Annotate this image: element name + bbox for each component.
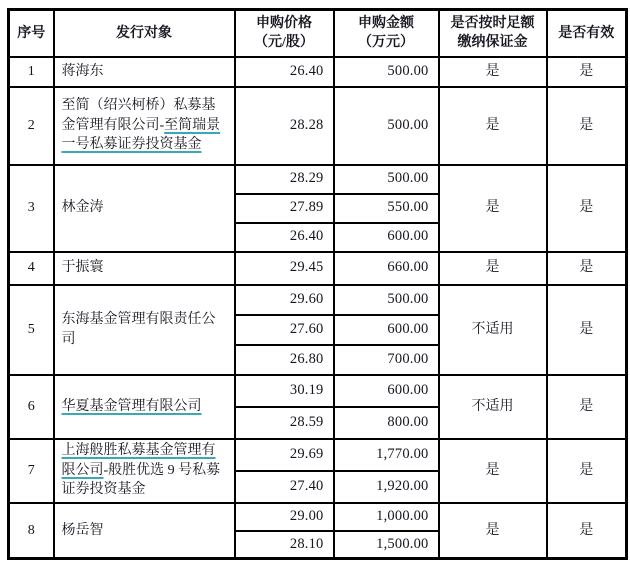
header-issuance-target: 发行对象 <box>54 10 235 57</box>
header-serial: 序号 <box>9 10 54 57</box>
cell-valid: 是 <box>547 87 627 165</box>
header-subscription-amount: 申购金额 （万元） <box>334 10 439 57</box>
cell-issuer-name <box>54 57 235 87</box>
cell-amount: 800.00 <box>334 407 439 439</box>
cell-amount: 600.00 <box>334 315 439 345</box>
cell-price: 29.60 <box>235 285 334 315</box>
issuer-fund-underlined-text: 至简瑞景一号私募证券投资基金 <box>61 117 221 153</box>
cell-deposit: 不适用 <box>439 285 547 375</box>
issuer-name-text: 至简（绍兴柯桥）私募基金管理有限公司- <box>61 98 216 133</box>
table-row <box>9 57 627 87</box>
cell-issuer-name <box>54 285 235 375</box>
cell-issuer-name <box>54 165 235 252</box>
cell-serial: 5 <box>9 285 54 375</box>
cell-amount: 1,500.00 <box>334 531 439 559</box>
issuer-name-underlined-text: 华夏基金管理有限公司 <box>61 398 202 414</box>
cell-price: 26.40 <box>235 57 334 87</box>
cell-issuer-name <box>54 252 235 285</box>
cell-deposit: 是 <box>439 57 547 87</box>
issuer-name-text: 东海基金管理有限责任公司 <box>61 312 216 347</box>
issuer-name-text: 蒋海东 <box>61 63 104 79</box>
cell-price: 29.69 <box>235 439 334 471</box>
cell-price: 26.80 <box>235 345 334 375</box>
cell-amount: 500.00 <box>334 57 439 87</box>
cell-serial: 4 <box>9 252 54 285</box>
cell-amount: 660.00 <box>334 252 439 285</box>
cell-amount: 600.00 <box>334 375 439 407</box>
cell-valid: 是 <box>547 57 627 87</box>
cell-serial: 1 <box>9 57 54 87</box>
cell-price: 27.89 <box>235 194 334 223</box>
cell-deposit: 是 <box>439 439 547 503</box>
cell-valid: 是 <box>547 503 627 559</box>
cell-issuer-name <box>54 439 235 503</box>
issuer-name-text: 杨岳智 <box>61 522 104 538</box>
header-subscription-price: 申购价格 （元/股） <box>235 10 334 57</box>
table-row <box>9 87 627 165</box>
cell-price: 30.19 <box>235 375 334 407</box>
cell-valid: 是 <box>547 285 627 375</box>
header-deposit-paid: 是否按时足额 缴纳保证金 <box>439 10 547 57</box>
cell-price: 28.59 <box>235 407 334 439</box>
cell-amount: 500.00 <box>334 87 439 165</box>
issuer-name-underlined-text: 上海般胜私募基金管理有限公司 <box>61 443 216 478</box>
subscription-results-table <box>7 8 628 560</box>
cell-valid: 是 <box>547 165 627 252</box>
cell-amount: 700.00 <box>334 345 439 375</box>
table-row <box>9 375 627 407</box>
cell-amount: 500.00 <box>334 165 439 194</box>
cell-amount: 500.00 <box>334 285 439 315</box>
cell-price: 29.45 <box>235 252 334 285</box>
header-valid: 是否有效 <box>547 10 627 57</box>
cell-amount: 550.00 <box>334 194 439 223</box>
cell-price: 27.60 <box>235 315 334 345</box>
cell-valid: 是 <box>547 439 627 503</box>
cell-price: 28.28 <box>235 87 334 165</box>
cell-deposit: 是 <box>439 252 547 285</box>
cell-issuer-name <box>54 503 235 559</box>
table-row <box>9 503 627 531</box>
cell-amount: 600.00 <box>334 223 439 252</box>
issuer-fund-text: -般胜优选 9 号私募证券投资基金 <box>61 462 221 498</box>
table-row <box>9 285 627 315</box>
cell-serial: 7 <box>9 439 54 503</box>
table-row <box>9 252 627 285</box>
table-header-row <box>9 10 627 57</box>
cell-price: 29.00 <box>235 503 334 531</box>
cell-deposit: 是 <box>439 165 547 252</box>
cell-amount: 1,920.00 <box>334 471 439 503</box>
cell-serial: 6 <box>9 375 54 439</box>
cell-deposit: 是 <box>439 503 547 559</box>
table-row <box>9 439 627 471</box>
table-row <box>9 165 627 194</box>
cell-price: 28.10 <box>235 531 334 559</box>
cell-valid: 是 <box>547 375 627 439</box>
cell-amount: 1,770.00 <box>334 439 439 471</box>
cell-issuer-name <box>54 87 235 165</box>
cell-deposit: 是 <box>439 87 547 165</box>
cell-issuer-name <box>54 375 235 439</box>
cell-price: 26.40 <box>235 223 334 252</box>
cell-price: 27.40 <box>235 471 334 503</box>
cell-serial: 2 <box>9 87 54 165</box>
cell-serial: 8 <box>9 503 54 559</box>
cell-amount: 1,000.00 <box>334 503 439 531</box>
issuer-name-text: 林金涛 <box>61 200 104 216</box>
cell-price: 28.29 <box>235 165 334 194</box>
cell-deposit: 不适用 <box>439 375 547 439</box>
cell-valid: 是 <box>547 252 627 285</box>
issuer-name-text: 于振寰 <box>61 260 104 276</box>
cell-serial: 3 <box>9 165 54 252</box>
